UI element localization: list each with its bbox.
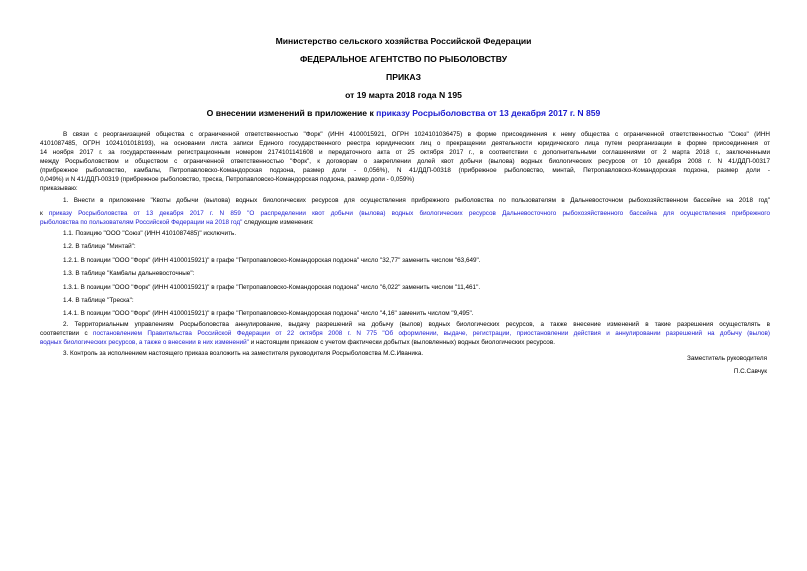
item1-line-2	[40, 210, 770, 218]
doc-type-heading: ПРИКАЗ	[386, 72, 421, 82]
order-word: приказываю:	[40, 185, 78, 192]
agency-heading: ФЕДЕРАЛЬНОЕ АГЕНТСТВО ПО РЫБОЛОВСТВУ	[299, 54, 508, 64]
title-order-link[interactable]: приказу Росрыболовства от 13 декабря 2017 г. N 859	[376, 108, 601, 118]
signature-name: П.С.Савчук	[733, 368, 767, 375]
item1-line-2-prefix: к	[40, 210, 49, 217]
preamble-line-5: (прибрежное рыболовство, камбалы, Петропавловско-Командорская подзона, размер доли - 0,056%), N 41/ДДП-00318 (прибрежное рыболовство, минтай, Петропавловско-Командорская подзона, размер доли -	[40, 167, 770, 174]
item2-decree-link[interactable]: постановлением Правительства Российской Федерации от 22 октября 2008 г. N 775 "Об оформлении, выдаче, регистрации, приостановлении действия и аннулировании разрешений на добычу (вылов)	[93, 330, 771, 337]
ministry-heading: Министерство сельского хозяйства Российской Федерации	[275, 36, 532, 46]
item1-order-link-cont[interactable]: рыболовства по пользователям Российской Федерации на 2018 год"	[40, 219, 243, 226]
sub-item-1-4: 1.4. В таблице "Треска":	[63, 297, 134, 304]
sub-item-1-1: 1.1. Позицию "ООО "Союз" (ИНН 4101087485)" исключить.	[63, 230, 237, 237]
title-prefix: О внесении изменений в приложение к	[206, 108, 377, 118]
item2-line-3	[40, 339, 555, 347]
item1-order-link[interactable]: приказу Росрыболовства от 13 декабря 2017 г. N 859 "О распределении квот добычи (вылова) водных биологических ресурсов Дальневосточного рыбохозяйственного бассейна для осуществления прибрежного	[48, 210, 770, 217]
item1-line-1: 1. Внести в приложение "Квоты добычи (вылова) водных биологических ресурсов для осуществления прибрежного рыболовства по пользователям в Дальневосточном рыбохозяйственном бассейне на 2018 год"	[63, 197, 770, 204]
item2-line-1: 2. Территориальным управлениям Росрыболовства аннулирование, выдачу разрешений на добычу (вылов) водных биологических ресурсов, а также внесение изменений в такие разрешения осуществлять в	[63, 321, 770, 328]
item2-line-2	[40, 330, 770, 338]
sub-item-1-3-1: 1.3.1. В позиции "ООО "Форк" (ИНН 4100015921)" в графе "Петропавловско-Командорская подзона" число "6,022" заменить числом "11,461".	[63, 284, 481, 291]
date-number-heading: от 19 марта 2018 года N 195	[345, 90, 462, 100]
item1-line-3	[40, 219, 314, 227]
preamble-line-3: 14 ноября 2017 г. за государственным регистрационным номером 2174101141608 и передаточного акта от 25 октября 2017 г., в соответствии с дополнительными соглашениями от 2 марта 2018 г., заключенными	[40, 149, 770, 156]
sub-item-1-3: 1.3. В таблице "Камбалы дальневосточные":	[63, 270, 195, 277]
sub-item-1-2: 1.2. В таблице "Минтай":	[63, 243, 136, 250]
preamble-line-2: 4101087485, ОГРН 1024101018193), на основании листа записи Единого государственного реестра юридических лиц о прекращении деятельности юридического лица путем реорганизации в форме присоединения от	[40, 140, 770, 147]
preamble-line-6: 0,049%) и N 41/ДДП-00319 (прибрежное рыболовство, треска, Петропавловско-Командорская подзона, размер доли - 0,059%)	[40, 176, 415, 183]
sub-item-1-4-1: 1.4.1. В позиции "ООО "Форк" (ИНН 4100015921)" в графе "Петропавловско-Командорская подзона" число "4,16" заменить числом "9,495".	[63, 310, 474, 317]
document-title	[0, 108, 807, 118]
item2-decree-link-cont[interactable]: водных биологических ресурсов, а также о внесении в них изменений"	[40, 339, 249, 346]
preamble-line-1: В связи с реорганизацией общества с ограниченной ответственностью "Форк" (ИНН 4100015921, ОГРН 1024101036475) в форме присоединения к нему общества с ограниченной ответственностью "Союз" (ИНН	[63, 131, 770, 138]
signature-position: Заместитель руководителя	[686, 355, 767, 362]
item3: 3. Контроль за исполнением настоящего приказа возложить на заместителя руководителя Росрыболовства М.С.Иваника.	[63, 350, 424, 357]
item2-line-3-suffix: и настоящим приказом с учетом фактически добытых (выловленных) водных биологических ресурсов.	[248, 339, 555, 346]
item1-line-3-suffix: следующие изменения:	[242, 219, 314, 226]
sub-item-1-2-1: 1.2.1. В позиции "ООО "Форк" (ИНН 4100015921)" в графе "Петропавловско-Командорская подзона" число "32,77" заменить числом "63,649".	[63, 257, 481, 264]
item2-line-2-prefix: соответствии с	[40, 330, 94, 337]
preamble-line-4: между Росрыболовством и обществом с ограниченной ответственностью "Форк", к договорам о закреплении долей квот добычи (вылова) водных биологических ресурсов от 10 декабря 2008 г. N 41/ДДП-00317	[40, 158, 770, 165]
